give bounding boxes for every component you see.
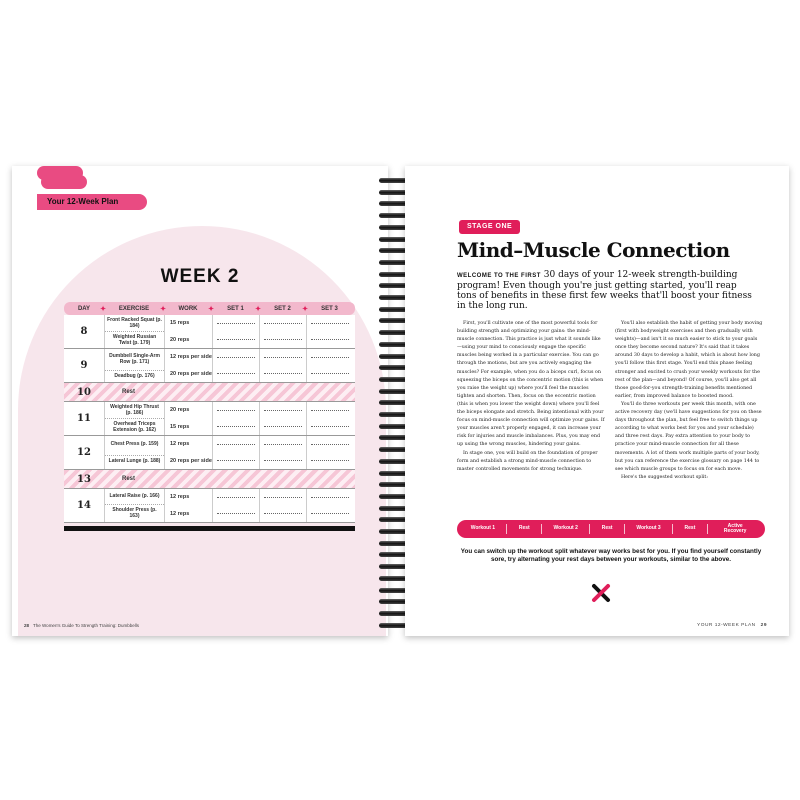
split-item: Workout 1 bbox=[470, 525, 496, 532]
set-1-cell[interactable] bbox=[212, 402, 259, 435]
set-line bbox=[311, 497, 349, 498]
table-row bbox=[64, 349, 355, 383]
header-day: DAY ✦ bbox=[77, 305, 106, 313]
right-page bbox=[405, 166, 789, 636]
split-separator bbox=[624, 524, 625, 534]
set-line bbox=[217, 339, 255, 340]
exercise-work: 12 reps bbox=[170, 441, 190, 448]
split-item: Rest bbox=[518, 525, 530, 532]
set-3-cell[interactable] bbox=[306, 315, 353, 348]
split-separator bbox=[589, 524, 590, 534]
exercise-name: Lateral Raise (p. 166) bbox=[109, 492, 160, 499]
set-line bbox=[311, 444, 349, 445]
left-page bbox=[12, 166, 388, 636]
set-line bbox=[311, 426, 349, 427]
set-line bbox=[217, 513, 255, 514]
table-footer-bar bbox=[64, 526, 355, 531]
body-paragraph: You'll also establish the habit of getting your body moving (first with bodyweight exercises and then gradually with weights)—and isn't it so much easier to stick to your goals once they become second nature? It's said that it takes around 30 days to develop a habit, which is about how long you'll follow this first stage. You'll end this phase feeling stronger and excited to crush your weekly workouts for the rest of the plan—and beyond! Of course, you'll also get all those good-for-you strength-training benefits mentioned earlier, from improved balance to boosted mood. bbox=[615, 321, 763, 399]
exercise-cell bbox=[104, 436, 164, 469]
left-footer: 28 The Women's Guide To Strength Training: Dumbbells bbox=[24, 623, 140, 628]
exercise-name: Chest Press (p. 159) bbox=[110, 441, 159, 447]
set-line bbox=[311, 373, 349, 374]
set-2-cell[interactable] bbox=[259, 436, 306, 469]
exercise-work: 20 reps per side bbox=[170, 370, 212, 377]
set-1-cell[interactable] bbox=[212, 349, 259, 382]
exercise-work: 15 reps bbox=[170, 423, 190, 430]
set-2-cell[interactable] bbox=[259, 402, 306, 435]
table-body bbox=[64, 315, 355, 523]
page-title: Mind–Muscle Connection bbox=[457, 238, 730, 262]
body-columns bbox=[457, 320, 763, 482]
work-cell bbox=[164, 402, 212, 435]
day-number: 14 bbox=[77, 500, 91, 511]
set-line bbox=[264, 460, 302, 461]
work-cell bbox=[164, 489, 212, 522]
set-line bbox=[264, 373, 302, 374]
split-item: Workout 3 bbox=[636, 525, 661, 532]
set-1-cell[interactable] bbox=[212, 489, 259, 522]
exercise-work: 20 reps bbox=[170, 336, 190, 343]
set-line bbox=[311, 357, 349, 358]
day-number: 8 bbox=[80, 326, 88, 337]
exercise-name: Lateral Lunge (p. 188) bbox=[105, 455, 164, 466]
exercise-work: 15 reps bbox=[170, 320, 190, 327]
body-paragraph: Here's the suggested workout split: bbox=[621, 474, 708, 480]
header-set3: SET 3 bbox=[321, 305, 338, 312]
set-line bbox=[217, 357, 255, 358]
set-line bbox=[264, 410, 302, 411]
exercise-name: Front Racked Squat (p. 184) bbox=[107, 317, 162, 329]
set-2-cell[interactable] bbox=[259, 489, 306, 522]
set-line bbox=[217, 410, 255, 411]
table-row bbox=[64, 489, 355, 523]
workout-split-bar bbox=[457, 520, 765, 538]
table-row bbox=[64, 436, 355, 470]
body-column-2 bbox=[615, 320, 763, 482]
table-header bbox=[64, 302, 355, 315]
exercise-name: Dumbbell Single-Arm Row (p. 171) bbox=[109, 352, 160, 365]
exercise-cell bbox=[104, 402, 164, 435]
set-3-cell[interactable] bbox=[306, 402, 353, 435]
day-number: 13 bbox=[77, 473, 91, 485]
set-line bbox=[311, 410, 349, 411]
exercise-cell bbox=[104, 349, 164, 382]
exercise-work: 20 reps per side bbox=[170, 457, 212, 464]
set-line bbox=[217, 426, 255, 427]
split-item: Active Recovery bbox=[723, 522, 747, 534]
exercise-name: Weighted Hip Thrust (p. 186) bbox=[110, 404, 159, 416]
set-line bbox=[311, 460, 349, 461]
set-line bbox=[217, 460, 255, 461]
work-cell bbox=[164, 349, 212, 382]
set-3-cell[interactable] bbox=[306, 436, 353, 469]
stage-tag: STAGE ONE bbox=[459, 220, 520, 234]
set-1-cell[interactable] bbox=[212, 315, 259, 348]
set-2-cell[interactable] bbox=[259, 315, 306, 348]
set-3-cell[interactable] bbox=[306, 349, 353, 382]
header-work: WORK ✦ bbox=[178, 305, 214, 313]
split-separator bbox=[672, 524, 673, 534]
work-cell bbox=[164, 436, 212, 469]
set-2-cell[interactable] bbox=[259, 349, 306, 382]
table-row bbox=[64, 315, 355, 349]
rest-label: Rest bbox=[122, 476, 136, 482]
day-number: 12 bbox=[77, 447, 91, 458]
set-line bbox=[217, 497, 255, 498]
section-tag: Your 12-Week Plan bbox=[37, 194, 147, 210]
table-row-rest bbox=[64, 383, 355, 402]
exercise-cell bbox=[104, 489, 164, 522]
exercise-name: Overhead Triceps Extension (p. 162) bbox=[105, 418, 164, 435]
workout-table bbox=[64, 302, 355, 531]
set-line bbox=[264, 323, 302, 324]
week-title: WEEK 2 bbox=[160, 266, 240, 287]
set-1-cell[interactable] bbox=[212, 436, 259, 469]
day-number: 9 bbox=[80, 360, 88, 371]
work-cell bbox=[164, 315, 212, 348]
split-separator bbox=[506, 524, 507, 534]
table-row bbox=[64, 402, 355, 436]
split-item: Workout 2 bbox=[553, 525, 578, 532]
set-line bbox=[264, 426, 302, 427]
body-column-1 bbox=[457, 320, 605, 482]
set-line bbox=[217, 444, 255, 445]
header-set1: SET 1 ✦ bbox=[227, 305, 261, 313]
set-line bbox=[311, 323, 349, 324]
exercise-work: 12 reps bbox=[170, 494, 190, 501]
split-note: You can switch up the workout split whatever way works best for you. If you find yourself constantly sore, try alternating your rest days between your workouts, similar to the above. bbox=[460, 548, 762, 563]
split-separator bbox=[541, 524, 542, 534]
set-line bbox=[264, 513, 302, 514]
split-item: Rest bbox=[601, 525, 613, 532]
right-footer: YOUR 12-WEEK PLAN 29 bbox=[697, 623, 767, 628]
intro-paragraph: WELCOME TO THE FIRST 30 days of your 12-week strength-building program! Even though you're just getting started, you'll reap tons of benefits in these first few weeks that'll boost your fitness in the long run. bbox=[457, 270, 752, 311]
table-row-rest bbox=[64, 470, 355, 489]
x-mark-icon bbox=[591, 583, 611, 603]
set-3-cell[interactable] bbox=[306, 489, 353, 522]
exercise-work: 20 reps bbox=[170, 407, 190, 414]
set-line bbox=[264, 357, 302, 358]
rest-label: Rest bbox=[122, 389, 136, 395]
exercise-name: Deadbug (p. 176) bbox=[105, 370, 164, 381]
set-line bbox=[264, 339, 302, 340]
split-separator bbox=[707, 524, 708, 534]
header-exercise: EXERCISE ✦ bbox=[118, 305, 166, 313]
header-set2: SET 2 ✦ bbox=[274, 305, 308, 313]
exercise-name: Weighted Russian Twist (p. 179) bbox=[105, 331, 164, 348]
set-line bbox=[264, 444, 302, 445]
exercise-name: Shoulder Press (p. 163) bbox=[105, 504, 164, 521]
body-paragraph: First, you'll cultivate one of the most powerful tools for building strength and optimizing your gains: the mind-muscle connection. This practice is just what it sounds like—using your mind to consciously engage the specific muscles being worked in a particular exercise. You can go through the motions, but are you actively engaging the muscles? For example, when you do a biceps curl, focus on squeezing the biceps on the concentric motion (this is when you raise the weight up) where you'll feel the muscles tighten and shorten. Then, focus on the eccentric motion (this is when you lower the weight down) where you'll feel the biceps elongate and stretch. Being intentional with your focus on mind-muscle connection will optimize your gains. If your muscles aren't properly engaged, it can increase your risk for injuries and muscle imbalances. Plus, you may end up using the wrong muscles, hindering your gains. bbox=[457, 321, 605, 448]
day-number: 11 bbox=[77, 413, 91, 424]
set-line bbox=[217, 373, 255, 374]
exercise-work: 12 reps per side bbox=[170, 354, 212, 361]
body-paragraph: In stage one, you will build on the foundation of proper form and establish a strong mind-muscle connection to master controlled movements for strong technique. bbox=[457, 450, 598, 472]
day-number: 10 bbox=[77, 386, 91, 398]
body-paragraph: You'll do three workouts per week this month, with one active recovery day (we'll have suggestions for you on these days throughout the plan, but feel free to switch things up according to what works best for you and your schedule) and three rest days. Pay extra attention to your body to practice your mind-muscle connection for all these movements. A lot of them work multiple parts of your body, but you can reference the exercise glossary on page 144 to see which muscle groups to focus on for each move. bbox=[615, 401, 762, 472]
set-line bbox=[217, 323, 255, 324]
set-line bbox=[311, 513, 349, 514]
set-line bbox=[311, 339, 349, 340]
set-line bbox=[264, 497, 302, 498]
split-item: Rest bbox=[684, 525, 696, 532]
exercise-work: 12 reps bbox=[170, 510, 190, 517]
exercise-cell bbox=[104, 315, 164, 348]
